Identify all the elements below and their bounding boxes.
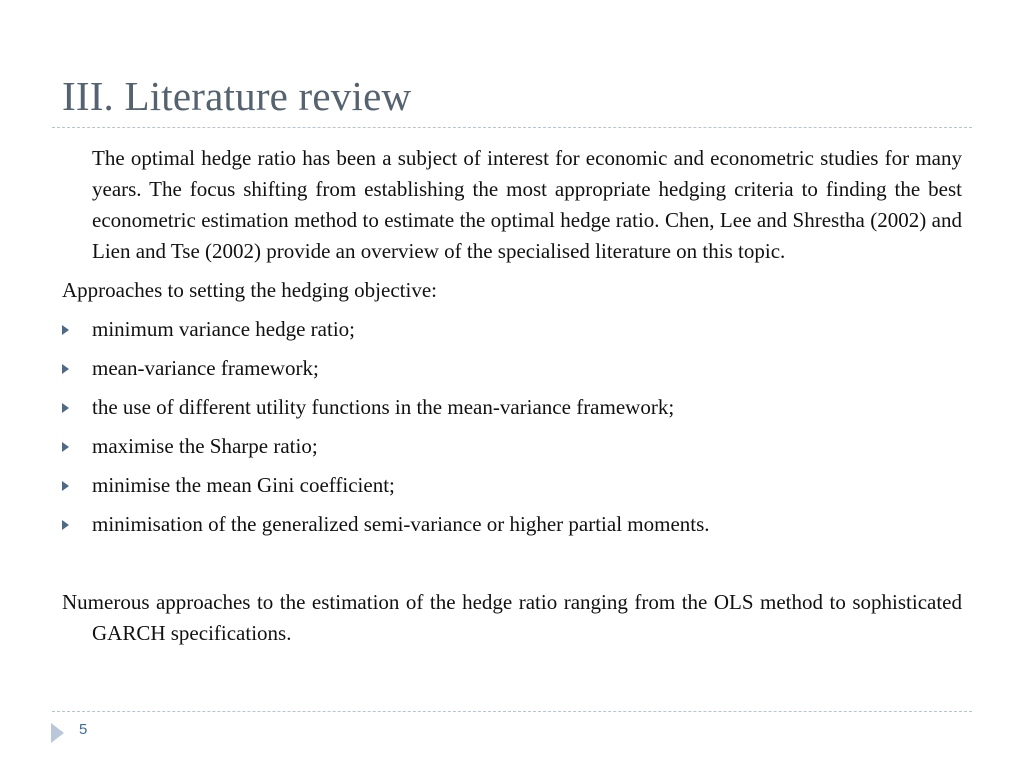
triangle-bullet-icon [62, 364, 69, 374]
list-item [62, 392, 962, 423]
triangle-bullet-icon [62, 403, 69, 413]
page-number: 5 [79, 721, 88, 738]
footer-triangle-icon [51, 723, 64, 743]
list-item-text: mean-variance framework; [92, 356, 319, 380]
list-item-text: minimum variance hedge ratio; [92, 317, 355, 341]
list-item [62, 509, 962, 540]
closing-paragraph: Numerous approaches to the estimation of the hedge ratio ranging from the OLS method to sophisticated GARCH specifications. [62, 590, 962, 645]
list-item-text: minimisation of the generalized semi-variance or higher partial moments. [92, 512, 710, 536]
list-item [62, 470, 962, 501]
list-item [62, 353, 962, 384]
footer-divider [52, 711, 972, 712]
triangle-bullet-icon [62, 481, 69, 491]
list-item [62, 314, 962, 345]
triangle-bullet-icon [62, 520, 69, 530]
list-item [62, 431, 962, 462]
intro-paragraph: The optimal hedge ratio has been a subject of interest for economic and econometric studies for many years. The focus shifting from establishing the most appropriate hedging criteria to finding the best econometric estimation method to estimate the optimal hedge ratio. Chen, Lee and Shrestha (2002) and Lien and Tse (2002) provide an overview of the specialised literature on this topic. [92, 146, 962, 263]
list-item-text: minimise the mean Gini coefficient; [92, 473, 395, 497]
slide-title: III. Literature review [62, 73, 412, 119]
slide-body [62, 143, 962, 649]
triangle-bullet-icon [62, 325, 69, 335]
triangle-bullet-icon [62, 442, 69, 452]
approaches-list [62, 314, 962, 540]
list-item-text: maximise the Sharpe ratio; [92, 434, 318, 458]
title-divider [52, 127, 972, 128]
list-item-text: the use of different utility functions in the mean-variance framework; [92, 395, 675, 419]
approaches-heading: Approaches to setting the hedging objective: [62, 278, 437, 302]
